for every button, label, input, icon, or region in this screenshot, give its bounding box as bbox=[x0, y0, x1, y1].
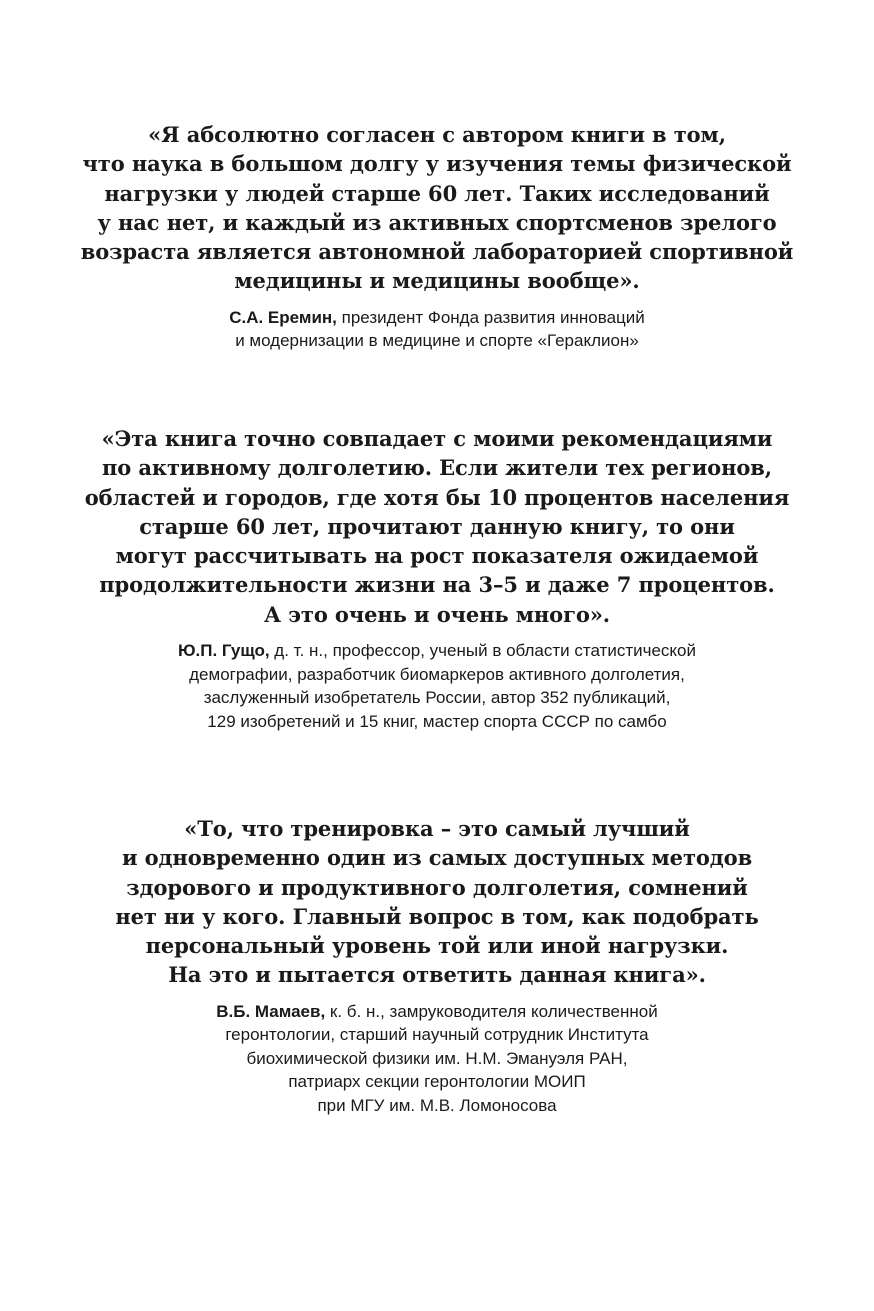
testimonial-mamaev bbox=[0, 814, 874, 1117]
attribution-line: при МГУ им. М.В. Ломоносова bbox=[317, 1095, 557, 1115]
attribution-line bbox=[0, 1000, 874, 1024]
attribution-line bbox=[0, 306, 874, 330]
quote-line: что наука в большом долгу у изучения темы физической bbox=[82, 151, 792, 177]
testimonial-gushcho bbox=[0, 424, 874, 733]
quote-line: областей и городов, где хотя бы 10 процентов населения bbox=[84, 484, 790, 510]
attribution bbox=[0, 306, 874, 353]
author-title: д. т. н., профессор, ученый в области статистической bbox=[269, 641, 697, 661]
quote-line: «То, что тренировка – это самый лучший bbox=[184, 816, 690, 841]
quote-line: по активному долголетию. Если жители тех регионов, bbox=[102, 455, 772, 481]
quote-line: и одновременно один из самых доступных методов bbox=[121, 845, 753, 871]
quote-line: здорового и продуктивного долголетия, сомнений bbox=[126, 874, 748, 900]
quote-line: А это очень и очень много». bbox=[264, 601, 610, 627]
quote-text bbox=[0, 424, 874, 629]
quote-line: возраста является автономной лабораторией спортивной bbox=[80, 239, 794, 265]
author-title: к. б. н., замруководителя количественной bbox=[325, 1001, 658, 1021]
author-name: С.А. Еремин, bbox=[229, 307, 337, 327]
attribution bbox=[0, 639, 874, 733]
quote-text bbox=[0, 120, 874, 296]
quote-line: персональный уровень той или иной нагрузки. bbox=[145, 933, 729, 959]
attribution-line: биохимической физики им. Н.М. Эмануэля РАН, bbox=[246, 1048, 628, 1068]
attribution-line: заслуженный изобретатель России, автор 352 публикаций, bbox=[203, 688, 671, 708]
quote-line: На это и пытается ответить данная книга». bbox=[168, 962, 706, 988]
quote-line: медицины и медицины вообще». bbox=[234, 268, 640, 294]
attribution-line: геронтологии, старший научный сотрудник Института bbox=[225, 1025, 649, 1045]
quote-line: продолжительности жизни на 3–5 и даже 7 процентов. bbox=[99, 572, 775, 598]
attribution-line: и модернизации в медицине и спорте «Гераклион» bbox=[235, 331, 639, 351]
quote-line: у нас нет, и каждый из активных спортсменов зрелого bbox=[97, 209, 777, 235]
attribution-line: демографии, разработчик биомаркеров активного долголетия, bbox=[189, 664, 685, 684]
quote-line: нагрузки у людей старше 60 лет. Таких исследований bbox=[104, 180, 770, 206]
attribution-line: 129 изобретений и 15 книг, мастер спорта СССР по самбо bbox=[207, 711, 667, 731]
quote-line: «Эта книга точно совпадает с моими рекомендациями bbox=[101, 426, 773, 451]
quote-line: «Я абсолютно согласен с автором книги в том, bbox=[148, 122, 726, 147]
testimonial-eremin bbox=[0, 120, 874, 353]
attribution-line: патриарх секции геронтологии МОИП bbox=[288, 1072, 586, 1092]
author-name: В.Б. Мамаев, bbox=[216, 1001, 326, 1021]
author-name: Ю.П. Гущо, bbox=[177, 641, 270, 661]
attribution-line bbox=[0, 639, 874, 663]
quote-line: старше 60 лет, прочитают данную книгу, то они bbox=[139, 513, 735, 539]
attribution bbox=[0, 1000, 874, 1118]
quote-text bbox=[0, 814, 874, 990]
quote-line: могут рассчитывать на рост показателя ожидаемой bbox=[115, 543, 759, 569]
author-title: президент Фонда развития инноваций bbox=[336, 307, 645, 327]
quote-line: нет ни у кого. Главный вопрос в том, как подобрать bbox=[115, 903, 759, 929]
